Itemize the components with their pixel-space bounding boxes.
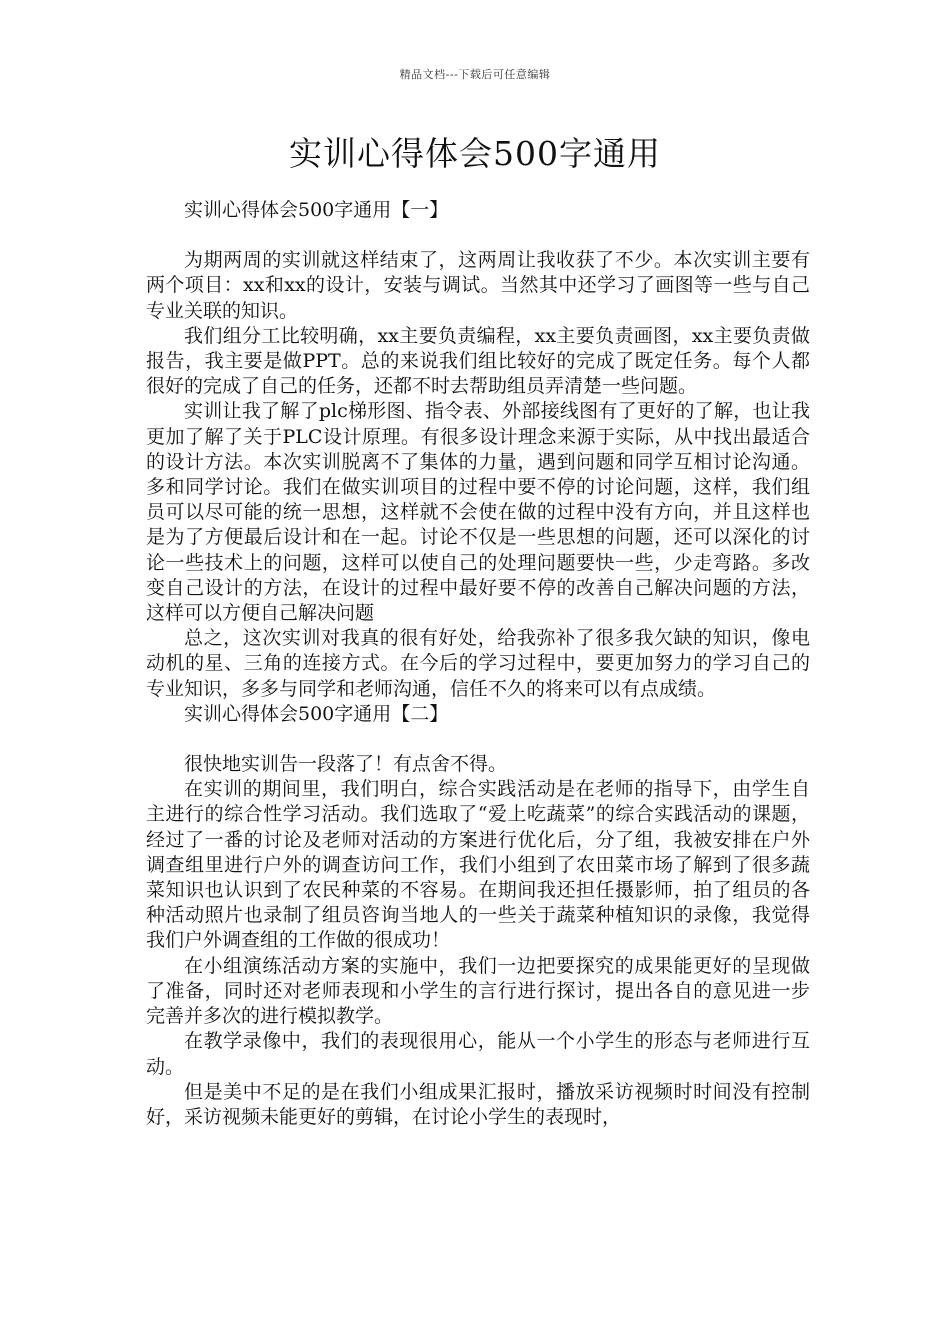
- document-body: [146, 198, 810, 1130]
- paragraph-2-1: 很快地实训告一段落了！有点舍不得。: [184, 753, 508, 776]
- section-heading-2: 实训心得体会500字通用【二】: [184, 702, 449, 725]
- blank-line: [146, 727, 810, 752]
- paragraph-2-2: 在实训的期间里，我们明白，综合实践活动是在老师的指导下，由学生自主进行的综合性学习活动。我们选取了“爱上吃蔬菜”的综合实践活动的课题，经过了一番的讨论及老师对活动的方案进行优化后，分了组，我被安排在户外调查组里进行户外的调查访问工作，我们小组到了农田菜市场了解到了很多蔬菜知识也认识到了农民种菜的不容易。在期间我还担任摄影师，拍了组员的各种活动照片也录制了组员咨询当地人的一些关于蔬菜种植知识的录像，我觉得我们户外调查组的工作做的很成功！: [146, 778, 810, 952]
- paragraph-1-4: 总之，这次实训对我真的很有好处，给我弥补了很多我欠缺的知识，像电动机的星、三角的连接方式。在今后的学习过程中，要更加努力的学习自己的专业知识，多多与同学和老师沟通，信任不久的将来可以有点成绩。: [146, 627, 810, 700]
- section-heading-1: 实训心得体会500字通用【一】: [184, 199, 449, 221]
- header-note: 精品文档---下载后可任意编辑: [399, 68, 551, 81]
- paragraph-2-4: 在教学录像中，我们的表现很用心，能从一个小学生的形态与老师进行互动。: [146, 1030, 810, 1078]
- paragraph-2-3: 在小组演练活动方案的实施中，我们一边把要探究的成果能更好的呈现做了准备，同时还对老师表现和小学生的言行进行探讨，提出各自的意见进一步完善并多次的进行模拟教学。: [146, 954, 810, 1028]
- paragraph-2-5: 但是美中不足的是在我们小组成果汇报时，播放采访视频时时间没有控制好，采访视频未能更好的剪辑，在讨论小学生的表现时，: [146, 1080, 810, 1128]
- paragraph-1-1: 为期两周的实训就这样结束了，这两周让我收获了不少。本次实训主要有两个项目：xx和xx的设计，安装与调试。当然其中还学习了画图等一些与自己专业关联的知识。: [146, 249, 810, 322]
- document-title: 实训心得体会500字通用: [289, 134, 661, 173]
- blank-line: [146, 223, 810, 248]
- paragraph-1-2: 我们组分工比较明确，xx主要负责编程，xx主要负责画图，xx主要负责做报告，我主要是做PPT。总的来说我们组比较好的完成了既定任务。每个人都很好的完成了自己的任务，还都不时去帮助组员弄清楚一些问题。: [146, 324, 810, 398]
- paragraph-1-3: 实训让我了解了plc梯形图、指令表、外部接线图有了更好的了解，也让我更加了解了关于PLC设计原理。有很多设计理念来源于实际，从中找出最适合的设计方法。本次实训脱离不了集体的力量，遇到问题和同学互相讨论沟通。多和同学讨论。我们在做实训项目的过程中要不停的讨论问题，这样，我们组员可以尽可能的统一思想，这样就不会使在做的过程中没有方向，并且这样也是为了方便最后设计和在一起。讨论不仅是一些思想的问题，还可以深化的讨论一些技术上的问题，这样可以使自己的处理问题要快一些，少走弯路。多改变自己设计的方法，在设计的过程中最好要不停的改善自己解决问题的方法，这样可以方便自己解决问题: [146, 400, 810, 625]
